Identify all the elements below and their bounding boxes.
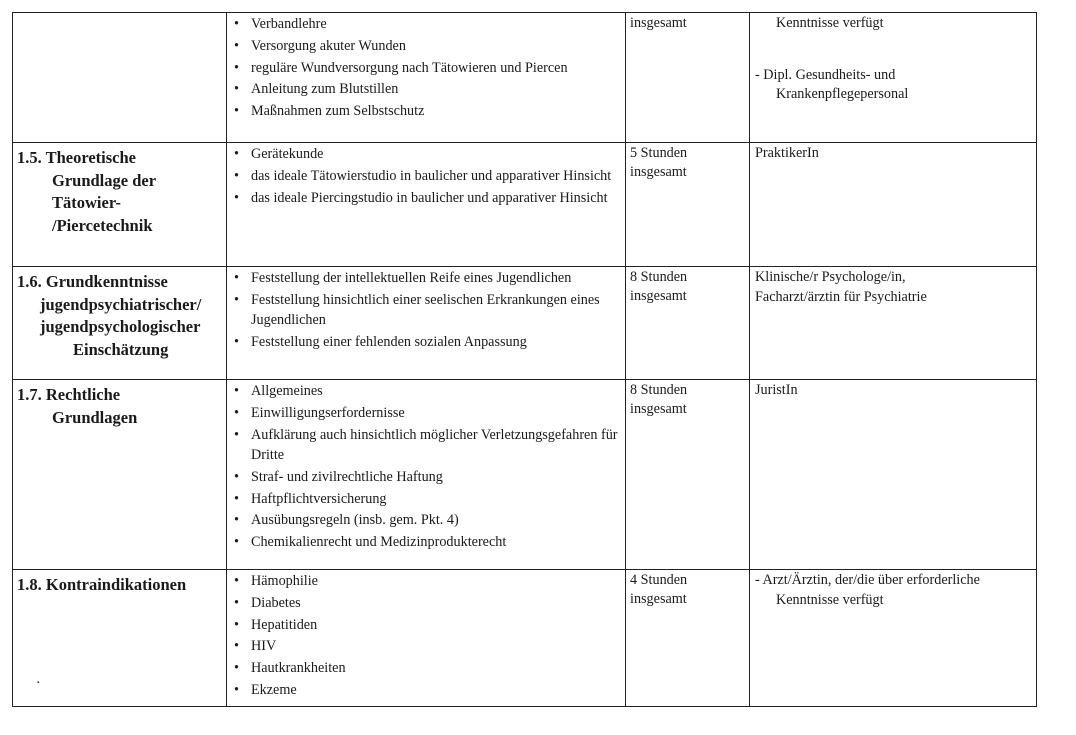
hours-cell: [626, 143, 750, 267]
topic-cell: [13, 143, 227, 267]
lecturer-cell: [750, 13, 1037, 143]
lecturer-entry: JuristIn: [755, 382, 798, 398]
lecturer-entry: [755, 66, 1032, 105]
hours-amount: 5 Stunden: [630, 145, 688, 161]
topic-heading: 1.7. Rechtliche Grundlagen: [17, 385, 138, 427]
list-item: • das ideale Tätowierstudio in baulicher und apparativer Hinsicht: [234, 167, 612, 184]
hours-amount: 8 Stunden: [630, 382, 688, 398]
lecturer-cell: [750, 143, 1037, 267]
hours-text: insgesamt: [630, 15, 687, 31]
hours-cell: [626, 380, 750, 570]
list-item: • Ausübungsregeln (insb. gem. Pkt. 4): [234, 512, 459, 529]
list-item: • Allgemeines: [234, 383, 323, 399]
lecturer-line: Klinische/r Psychologe/in,: [755, 269, 906, 285]
curriculum-table: [12, 12, 1037, 707]
list-item: • Gerätekunde: [234, 146, 324, 162]
table-row: [13, 143, 1037, 267]
list-item: • Hautkrankheiten: [234, 660, 346, 677]
list-item: • reguläre Wundversorgung nach Tätowieren und Piercen: [234, 59, 568, 76]
content-list: [227, 13, 625, 122]
list-item: • Straf- und zivilrechtliche Haftung: [234, 468, 443, 485]
content-list: [227, 143, 625, 208]
content-cell: [227, 570, 626, 707]
topic-cell: [13, 13, 227, 143]
list-item: • Feststellung einer fehlenden sozialen Anpassung: [234, 334, 527, 351]
lecturer-entry-cont: Kenntnisse verfügt: [776, 591, 884, 608]
stray-mark: .: [37, 675, 40, 686]
hours-amount: 8 Stunden: [630, 269, 688, 285]
lecturer-continuation: Kenntnisse verfügt: [776, 15, 884, 31]
list-item: • Einwilligungserfordernisse: [234, 404, 405, 421]
list-item: • Feststellung hinsichtlich einer seelischen Erkrankungen eines Jugendlichen: [234, 291, 600, 329]
content-list: [227, 267, 625, 353]
topic-cell: [13, 570, 227, 707]
lecturer-cell: [750, 570, 1037, 707]
topic-heading: 1.6. Grundkenntnisse jugendpsychiatrischer/ jugendpsychologischer Einschätzung: [17, 272, 202, 359]
list-item: • das ideale Piercingstudio in baulicher und apparativer Hinsicht: [234, 189, 608, 206]
list-item: • Versorgung akuter Wunden: [234, 37, 406, 54]
hours-amount: 4 Stunden: [630, 572, 688, 588]
table-row: [13, 267, 1037, 380]
content-cell: [227, 267, 626, 380]
list-item: • HIV: [234, 638, 277, 655]
list-item: • Hämophilie: [234, 573, 318, 589]
lecturer-entry: PraktikerIn: [755, 145, 819, 161]
hours-text: insgesamt: [630, 401, 687, 417]
content-cell: [227, 143, 626, 267]
hours-text: insgesamt: [630, 591, 687, 607]
topic-cell: [13, 267, 227, 380]
hours-text: insgesamt: [630, 164, 687, 180]
content-cell: [227, 380, 626, 570]
hours-cell: [626, 570, 750, 707]
table-row: [13, 380, 1037, 570]
lecturer-entry-first: - Dipl. Gesundheits- und: [755, 66, 896, 83]
content-cell: [227, 13, 626, 143]
lecturer-entry-first: - Arzt/Ärztin, der/die über erforderliche: [755, 572, 980, 588]
list-item: • Haftpflichtversicherung: [234, 490, 387, 507]
lecturer-entry-cont: Krankenpflegepersonal: [776, 86, 909, 102]
list-item: • Hepatitiden: [234, 616, 318, 633]
list-item: • Aufklärung auch hinsichtlich möglicher Verletzungsgefahren für Dritte: [234, 426, 618, 464]
lecturer-entry: [755, 571, 1032, 610]
table-row: [13, 13, 1037, 143]
lecturer-line: Facharzt/ärztin für Psychiatrie: [755, 288, 927, 305]
list-item: • Anleitung zum Blutstillen: [234, 81, 399, 98]
list-item: • Maßnahmen zum Selbstschutz: [234, 103, 425, 120]
list-item: • Verbandlehre: [234, 16, 327, 32]
list-item: • Feststellung der intellektuellen Reife eines Jugendlichen: [234, 270, 572, 286]
lecturer-cell: [750, 267, 1037, 380]
hours-text: insgesamt: [630, 288, 687, 304]
lecturer-cell: [750, 380, 1037, 570]
hours-cell: [626, 13, 750, 143]
hours-cell: [626, 267, 750, 380]
list-item: • Chemikalienrecht und Medizinprodukterecht: [234, 534, 507, 551]
table-row: [13, 570, 1037, 707]
list-item: • Ekzeme: [234, 681, 297, 698]
topic-cell: [13, 380, 227, 570]
content-list: [227, 570, 625, 700]
content-list: [227, 380, 625, 553]
list-item: • Diabetes: [234, 594, 301, 611]
topic-heading: 1.8. Kontraindikationen .: [17, 575, 187, 686]
topic-heading: 1.5. Theoretische Grundlage der Tätowier- /Piercetechnik: [17, 148, 157, 235]
